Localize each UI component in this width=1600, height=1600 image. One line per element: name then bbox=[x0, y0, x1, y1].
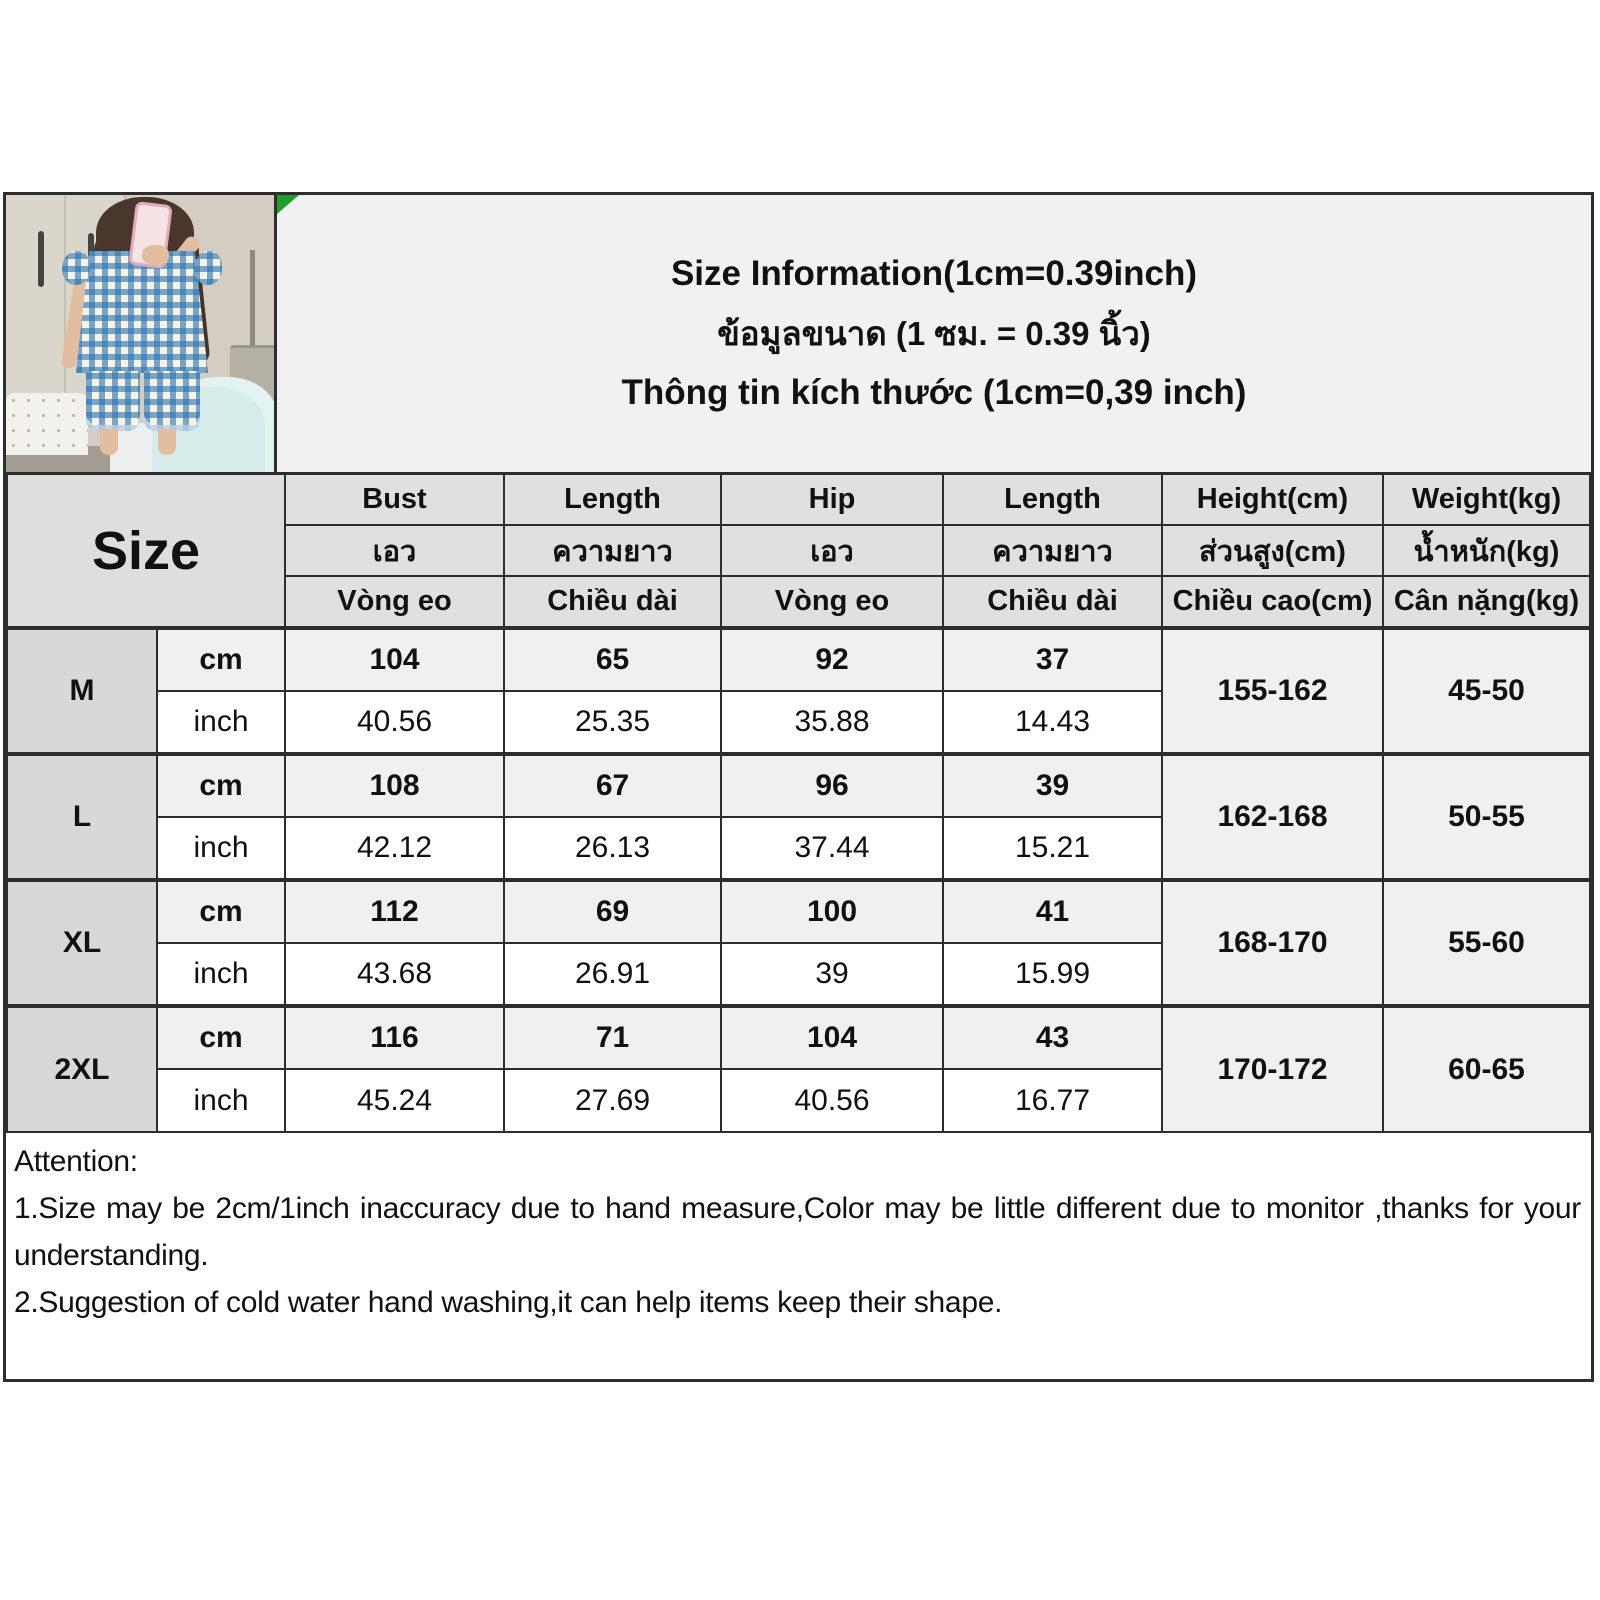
product-photo bbox=[6, 195, 277, 472]
col-length2-en: Length bbox=[943, 474, 1162, 526]
col-length1-vi: Chiều dài bbox=[504, 576, 721, 628]
2xl-hip-inch: 40.56 bbox=[721, 1069, 943, 1132]
l-bust-inch: 42.12 bbox=[285, 817, 504, 880]
row-m-cm bbox=[7, 628, 1590, 691]
xl-hip-cm: 100 bbox=[721, 880, 943, 943]
bed-sheet bbox=[6, 393, 88, 455]
l-hip-cm: 96 bbox=[721, 754, 943, 817]
xl-length2-inch: 15.99 bbox=[943, 943, 1162, 1006]
col-length2-vi: Chiều dài bbox=[943, 576, 1162, 628]
l-weight: 50-55 bbox=[1383, 754, 1590, 880]
col-bust-th: เอว bbox=[285, 525, 504, 576]
col-length1-en: Length bbox=[504, 474, 721, 526]
row-l-cm bbox=[7, 754, 1590, 817]
row-xl-cm bbox=[7, 880, 1590, 943]
unit-inch: inch bbox=[157, 1069, 285, 1132]
col-hip-vi: Vòng eo bbox=[721, 576, 943, 628]
col-bust-vi: Vòng eo bbox=[285, 576, 504, 628]
m-length1-cm: 65 bbox=[504, 628, 721, 691]
col-hip-th: เอว bbox=[721, 525, 943, 576]
col-weight-en: Weight(kg) bbox=[1383, 474, 1590, 526]
col-height-en: Height(cm) bbox=[1162, 474, 1383, 526]
l-bust-cm: 108 bbox=[285, 754, 504, 817]
2xl-bust-inch: 45.24 bbox=[285, 1069, 504, 1132]
m-length2-cm: 37 bbox=[943, 628, 1162, 691]
unit-inch: inch bbox=[157, 817, 285, 880]
col-hip-en: Hip bbox=[721, 474, 943, 526]
header-row-english bbox=[7, 474, 1590, 526]
top-section bbox=[6, 195, 1591, 472]
2xl-height: 170-172 bbox=[1162, 1006, 1383, 1132]
size-chart-sheet bbox=[3, 192, 1594, 1382]
l-length2-inch: 15.21 bbox=[943, 817, 1162, 880]
col-height-vi: Chiều cao(cm) bbox=[1162, 576, 1383, 628]
gingham-shorts-left-leg bbox=[86, 371, 140, 431]
col-bust-en: Bust bbox=[285, 474, 504, 526]
l-hip-inch: 37.44 bbox=[721, 817, 943, 880]
m-hip-cm: 92 bbox=[721, 628, 943, 691]
xl-height: 168-170 bbox=[1162, 880, 1383, 1006]
unit-cm: cm bbox=[157, 880, 285, 943]
m-bust-inch: 40.56 bbox=[285, 691, 504, 754]
gingham-shorts-right-leg bbox=[144, 371, 200, 431]
model-left-leg bbox=[100, 429, 118, 455]
title-vietnamese: Thông tin kích thước (1cm=0,39 inch) bbox=[621, 373, 1247, 412]
row-2xl-cm bbox=[7, 1006, 1590, 1069]
2xl-bust-cm: 116 bbox=[285, 1006, 504, 1069]
title-thai: ข้อมูลขนาด (1 ซม. = 0.39 นิ้ว) bbox=[717, 315, 1151, 352]
l-length1-cm: 67 bbox=[504, 754, 721, 817]
l-length2-cm: 39 bbox=[943, 754, 1162, 817]
l-height: 162-168 bbox=[1162, 754, 1383, 880]
wardrobe-handle-left bbox=[38, 231, 44, 287]
m-hip-inch: 35.88 bbox=[721, 691, 943, 754]
2xl-weight: 60-65 bbox=[1383, 1006, 1590, 1132]
xl-bust-cm: 112 bbox=[285, 880, 504, 943]
2xl-hip-cm: 104 bbox=[721, 1006, 943, 1069]
size-label-m: M bbox=[7, 628, 157, 754]
m-length1-inch: 25.35 bbox=[504, 691, 721, 754]
title-english: Size Information(1cm=0.39inch) bbox=[670, 254, 1198, 293]
unit-inch: inch bbox=[157, 691, 285, 754]
m-length2-inch: 14.43 bbox=[943, 691, 1162, 754]
2xl-length1-inch: 27.69 bbox=[504, 1069, 721, 1132]
col-weight-th: น้ำหนัก(kg) bbox=[1383, 525, 1590, 576]
xl-weight: 55-60 bbox=[1383, 880, 1590, 1006]
col-length2-th: ความยาว bbox=[943, 525, 1162, 576]
size-table bbox=[6, 472, 1591, 1133]
unit-cm: cm bbox=[157, 1006, 285, 1069]
col-height-th: ส่วนสูง(cm) bbox=[1162, 525, 1383, 576]
size-label-xl: XL bbox=[7, 880, 157, 1006]
2xl-length2-cm: 43 bbox=[943, 1006, 1162, 1069]
l-length1-inch: 26.13 bbox=[504, 817, 721, 880]
unit-cm: cm bbox=[157, 754, 285, 817]
gingham-sleeve-right bbox=[194, 251, 222, 285]
gingham-sleeve-left bbox=[62, 251, 90, 285]
m-height: 155-162 bbox=[1162, 628, 1383, 754]
xl-length1-inch: 26.91 bbox=[504, 943, 721, 1006]
size-label-l: L bbox=[7, 754, 157, 880]
model-hand bbox=[142, 245, 169, 265]
xl-length2-cm: 41 bbox=[943, 880, 1162, 943]
m-weight: 45-50 bbox=[1383, 628, 1590, 754]
title-box bbox=[277, 195, 1591, 472]
model-right-leg bbox=[158, 429, 176, 455]
attention-section bbox=[6, 1133, 1591, 1379]
col-length1-th: ความยาว bbox=[504, 525, 721, 576]
unit-inch: inch bbox=[157, 943, 285, 1006]
green-corner-marker bbox=[277, 195, 299, 214]
xl-hip-inch: 39 bbox=[721, 943, 943, 1006]
xl-bust-inch: 43.68 bbox=[285, 943, 504, 1006]
2xl-length1-cm: 71 bbox=[504, 1006, 721, 1069]
attention-note-1: 1.Size may be 2cm/1inch inaccuracy due to hand measure,Color may be little different due to monitor ,thanks for your understanding. bbox=[14, 1192, 1581, 1272]
2xl-length2-inch: 16.77 bbox=[943, 1069, 1162, 1132]
unit-cm: cm bbox=[157, 628, 285, 691]
size-header-cell: Size bbox=[7, 474, 285, 629]
gingham-top bbox=[76, 251, 208, 373]
attention-heading: Attention: bbox=[14, 1145, 138, 1178]
attention-note-2: 2.Suggestion of cold water hand washing,it can help items keep their shape. bbox=[14, 1286, 1003, 1319]
xl-length1-cm: 69 bbox=[504, 880, 721, 943]
size-label-2xl: 2XL bbox=[7, 1006, 157, 1132]
col-weight-vi: Cân nặng(kg) bbox=[1383, 576, 1590, 628]
m-bust-cm: 104 bbox=[285, 628, 504, 691]
